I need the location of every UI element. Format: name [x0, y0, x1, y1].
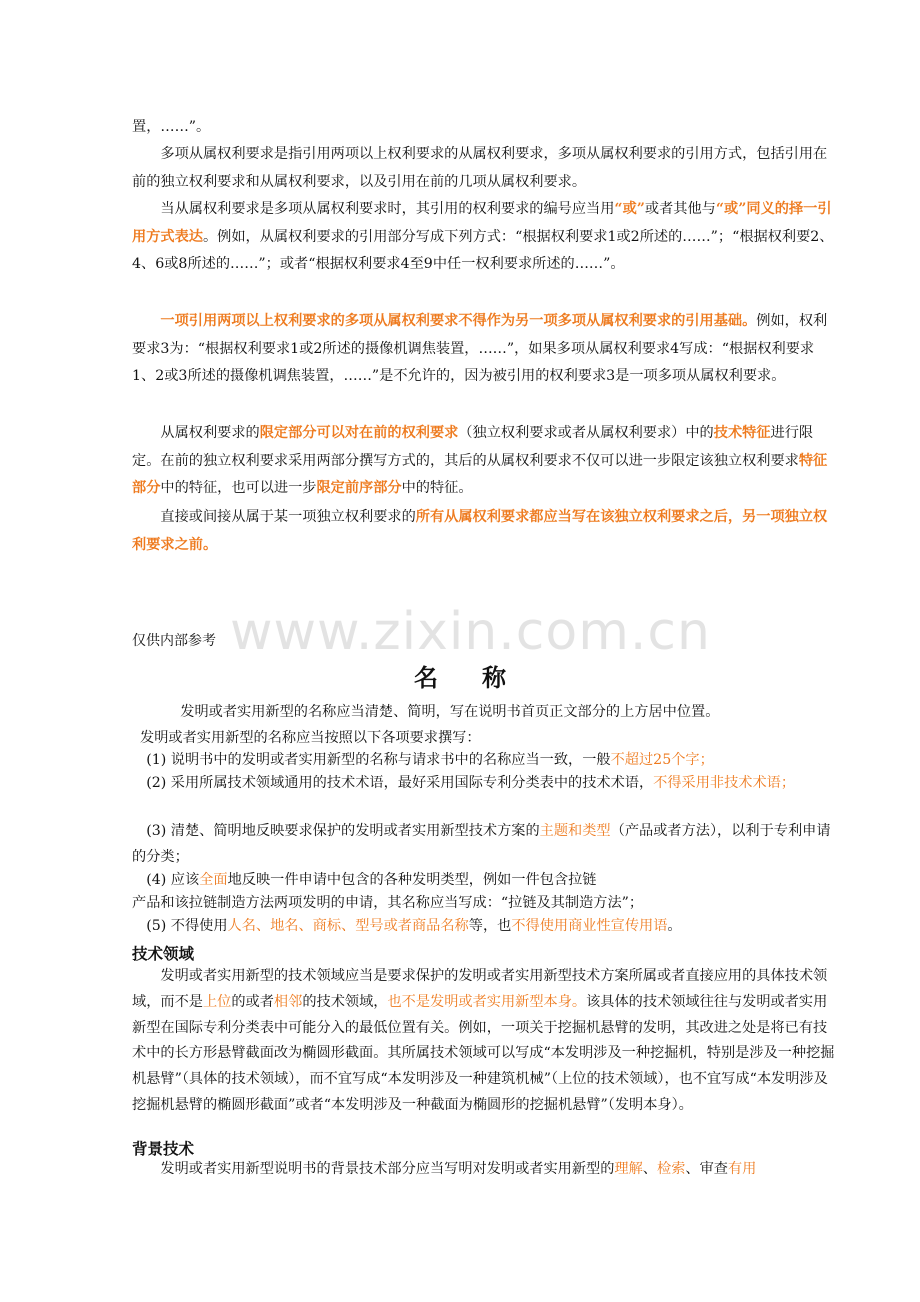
highlight-feature-part: 特征部分 — [132, 452, 828, 496]
name-rule-2: (2) 采用所属技术领域通用的技术术语，最好采用国际专利分类表中的技术术语，不得采用非技术术语； — [146, 775, 796, 791]
watermark: www.zixin.com.cn — [230, 602, 711, 662]
highlight-preamble-part: 限定前序部分 — [316, 480, 402, 496]
highlight-25-chars: 不超过25个字； — [610, 752, 714, 768]
paragraph-limiting-part: 从属权利要求的限定部分可以对在前的权利要求（独立权利要求或者从属权利要求）中的技术特征进行限定。在前的独立权利要求采用两部分撰写方式的，其后的从属权利要求不仅可以进一步限定该独立权利要求特征部分中的特征，也可以进一步限定前序部分中的特征。 — [132, 425, 828, 496]
highlight-limit-previous: 限定部分可以对在前的权利要求 — [259, 425, 459, 441]
highlight-subject-type: 主题和类型 — [539, 823, 611, 839]
highlight-search: 检索 — [657, 1161, 686, 1177]
highlight-generic: 上位 — [202, 993, 232, 1010]
paragraph-reference-method: 当从属权利要求是多项从属权利要求时，其引用的权利要求的编号应当用“或”或者其他与“或”同义的择一引用方式表达。例如，从属权利要求的引用部分写成下列方式：“根据权利要求1或2所述的……”；“根据权利要2、4、6或8所述的……”；或者“根据权利要求4至9中任一权利要求所述的……”。 — [132, 201, 834, 272]
highlight-order-rule: 所有从属权利要求都应当写在该独立权利要求之后，另一项独立权利要求之前。 — [132, 509, 828, 553]
section-title: 名称 — [414, 663, 550, 692]
highlight-names: 人名、地名、商标、型号或者商品名称 — [227, 918, 469, 934]
name-rule-1: (1) 说明书中的发明或者实用新型的名称与请求书中的名称应当一致，一般不超过25个字； — [146, 752, 714, 768]
heading-technical-field: 技术领域 — [132, 945, 195, 963]
background-paragraph: 发明或者实用新型说明书的背景技术部分应当写明对发明或者实用新型的理解、检索、审查有用 — [160, 1161, 757, 1177]
name-rule-4-cont: 产品和该拉链制造方法两项发明的申请，其名称应当写成：“拉链及其制造方法”； — [132, 895, 644, 911]
paragraph-reference-basis: 一项引用两项以上权利要求的多项从属权利要求不得作为另一项多项从属权利要求的引用基础。例如，权利要求3为：“根据权利要求1或2所述的摄像机调焦装置，……”，如果多项从属权利要求4写成：“根据权利要求1、2或3所述的摄像机调焦装置，……”是不允许的，因为被引用的权利要求3是一项多项从属权利要求。 — [132, 313, 828, 384]
highlight-or-1: “或” — [614, 201, 645, 217]
highlight-technical-feature: 技术特征 — [713, 425, 771, 441]
paragraph-order: 直接或间接从属于某一项独立权利要求的所有从属权利要求都应当写在该独立权利要求之后，另一项独立权利要求之前。 — [132, 509, 828, 553]
highlight-understanding: 理解 — [614, 1161, 643, 1177]
highlight-commercial: 不得使用商业性宣传用语 — [511, 918, 668, 934]
highlight-useful: 有用 — [727, 1161, 757, 1177]
internal-reference-note: 仅供内部参考 — [132, 633, 216, 649]
technical-field-paragraph: 发明或者实用新型的技术领域应当是要求保护的发明或者实用新型技术方案所属或者直接应用的具体技术领域，而不是上位的或者相邻的技术领域，也不是发明或者实用新型本身。该具体的技术领域往往与发明或者实用新型在国际专利分类表中可能分入的最低位置有关。例如，一项关于挖掘机悬臂的发明，其改进之处是将已有技术中的长方形悬臂截面改为椭圆形截面。其所属技术领域可以写成“本发明涉及一种挖掘机，特别是涉及一种挖掘机悬臂”（具体的技术领域），而不宜写成“本发明涉及一种建筑机械”（上位的技术领域），也不宜写成“本发明涉及挖掘机悬臂的椭圆形截面”或者“本发明涉及一种截面为椭圆形的挖掘机悬臂”（发明本身）。 — [132, 968, 835, 1113]
highlight-not-basis: 一项引用两项以上权利要求的多项从属权利要求不得作为另一项多项从属权利要求的引用基础。 — [160, 313, 757, 329]
paragraph-multiple-dependent-claims: 多项从属权利要求是指引用两项以上权利要求的从属权利要求，多项从属权利要求的引用方式，包括引用在前的独立权利要求和从属权利要求，以及引用在前的几项从属权利要求。 — [132, 146, 828, 190]
name-rule-3: (3) 清楚、简明地反映要求保护的发明或者实用新型技术方案的主题和类型（产品或者方法），以利于专利申请的分类； — [132, 823, 831, 865]
paragraph-continuation: 置，……”。 — [132, 119, 211, 135]
highlight-adjacent: 相邻 — [273, 993, 303, 1010]
highlight-comprehensive: 全面 — [199, 872, 228, 888]
highlight-alternative-expression: “或”同义的择一引用方式表达 — [132, 201, 832, 245]
name-lead: 发明或者实用新型的名称应当按照以下各项要求撰写： — [140, 730, 481, 746]
highlight-non-technical: 不得采用非技术术语； — [653, 775, 796, 791]
name-rule-5: (5) 不得使用人名、地名、商标、型号或者商品名称等，也不得使用商业性宣传用语。 — [146, 918, 682, 934]
name-rule-4: (4) 应该全面地反映一件申请中包含的各种发明类型，例如一件包含拉链 — [146, 872, 597, 888]
name-intro: 发明或者实用新型的名称应当清楚、简明，写在说明书首页正文部分的上方居中位置。 — [180, 704, 720, 720]
heading-background: 背景技术 — [132, 1140, 195, 1158]
highlight-not-invention: 也不是发明或者实用新型本身。 — [387, 993, 587, 1010]
